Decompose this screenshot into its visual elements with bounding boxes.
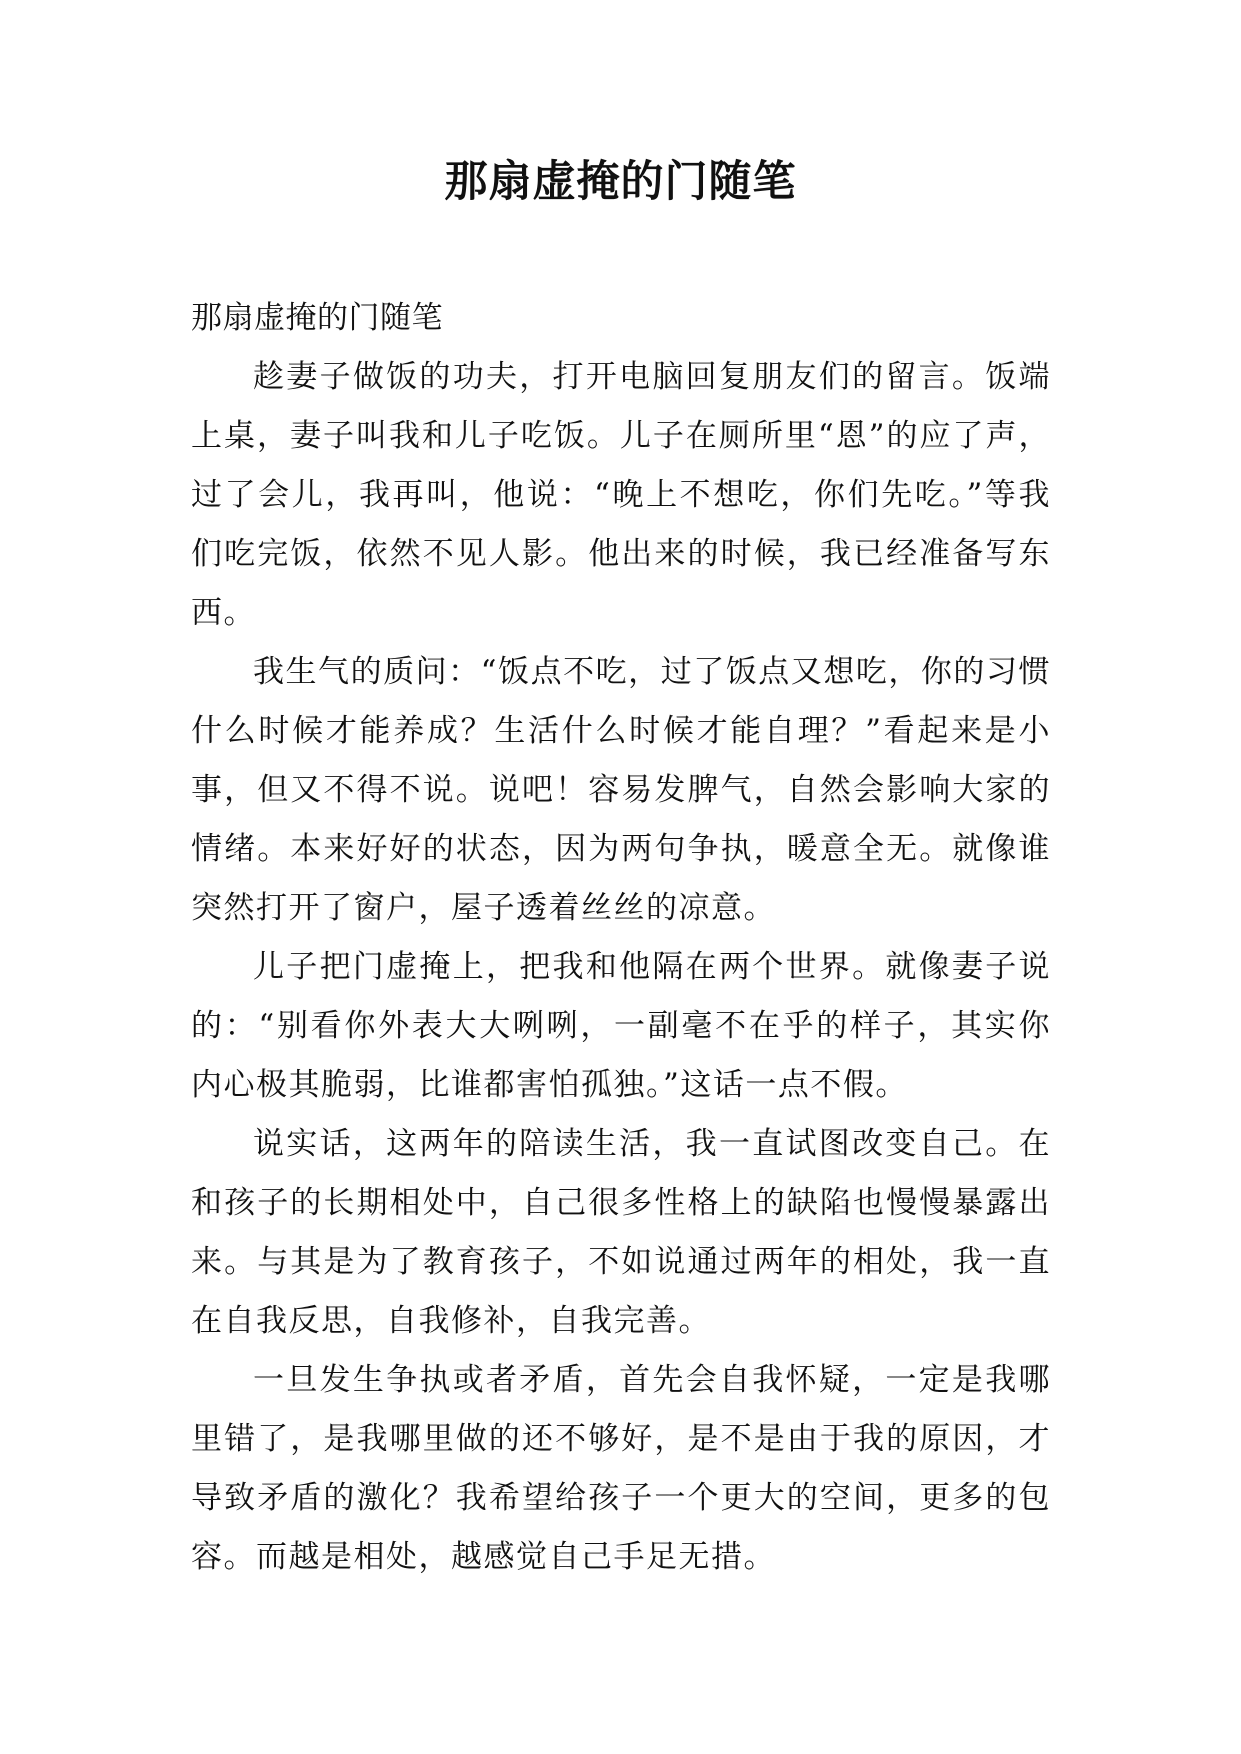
document-body — [191, 348, 1051, 1587]
paragraph-3: 儿子把门虚掩上，把我和他隔在两个世界。就像妻子说的：“别看你外表大大咧咧，一副毫不在乎的样子，其实你内心极其脆弱，比谁都害怕孤独。”这话一点不假。 — [191, 949, 1051, 1103]
paragraph-4: 说实话，这两年的陪读生活，我一直试图改变自己。在和孩子的长期相处中，自己很多性格上的缺陷也慢慢暴露出来。与其是为了教育孩子，不如说通过两年的相处，我一直在自我反思，自我修补，自我完善。 — [191, 1126, 1051, 1339]
paragraph-1: 趁妻子做饭的功夫，打开电脑回复朋友们的留言。饭端上桌，妻子叫我和儿子吃饭。儿子在厕所里“恩”的应了声，过了会儿，我再叫，他说：“晚上不想吃，你们先吃。”等我们吃完饭，依然不见人影。他出来的时候，我已经准备写东西。 — [191, 359, 1051, 631]
paragraph-5: 一旦发生争执或者矛盾，首先会自我怀疑，一定是我哪里错了，是我哪里做的还不够好，是不是由于我的原因，才导致矛盾的激化？我希望给孩子一个更大的空间，更多的包容。而越是相处，越感觉自己手足无措。 — [191, 1362, 1051, 1575]
document-title: 那扇虚掩的门随笔 — [444, 157, 797, 207]
document-subtitle: 那扇虚掩的门随笔 — [191, 300, 443, 336]
paragraph-2: 我生气的质问：“饭点不吃，过了饭点又想吃，你的习惯什么时候才能养成？生活什么时候才能自理？”看起来是小事，但又不得不说。说吧！容易发脾气，自然会影响大家的情绪。本来好好的状态，因为两句争执，暖意全无。就像谁突然打开了窗户，屋子透着丝丝的凉意。 — [191, 654, 1051, 926]
